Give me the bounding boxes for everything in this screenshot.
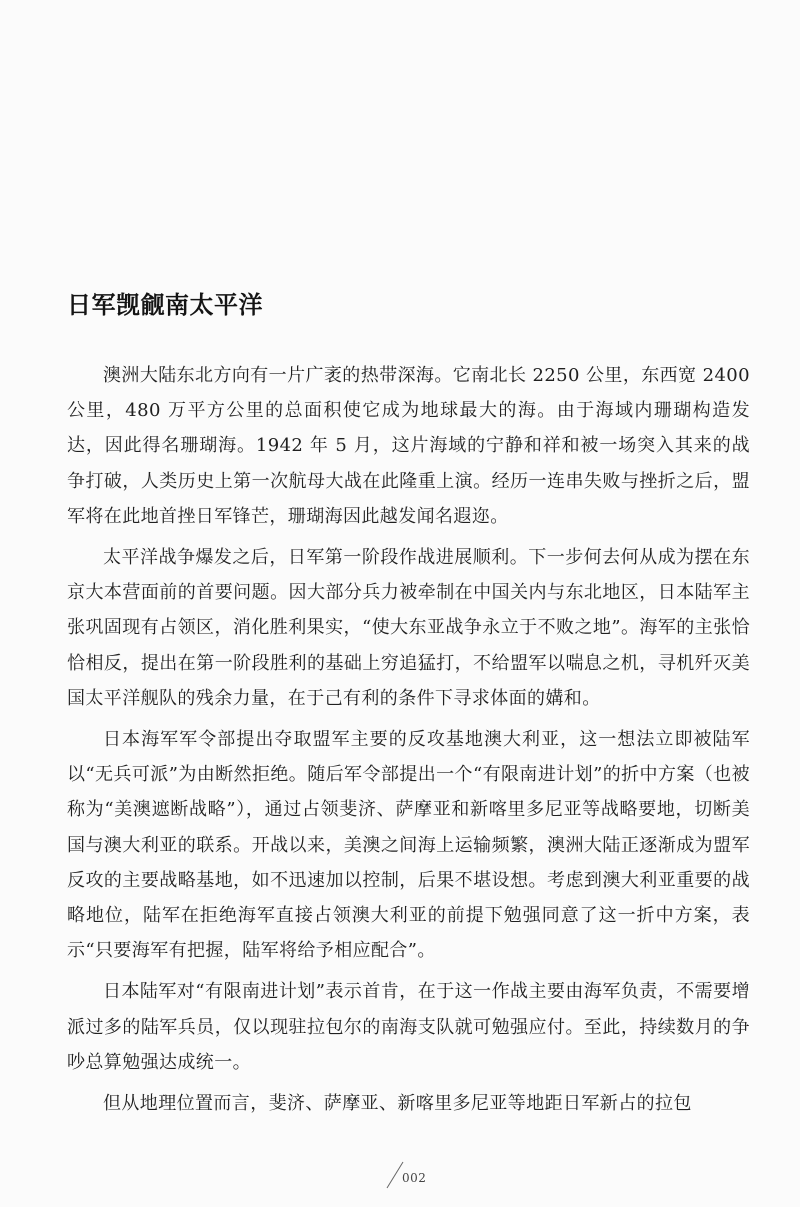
paragraph: 太平洋战争爆发之后，日军第一阶段作战进展顺利。下一步何去何从成为摆在东京大本营面前的首要问题。因大部分兵力被牵制在中国关内与东北地区，日本陆军主张巩固现有占领区，消化胜利果实，“使大东亚战争永立于不败之地”。海军的主张恰恰相反，提出在第一阶段胜利的基础上穷追猛打，不给盟军以喘息之机，寻机歼灭美国太平洋舰队的残余力量，在于己有利的条件下寻求体面的媾和。 (67, 547, 750, 709)
chapter-title: 日军觊觎南太平洋 (67, 291, 263, 319)
page-number: 002 (402, 1171, 427, 1185)
paragraph: 日本海军军令部提出夺取盟军主要的反攻基地澳大利亚，这一想法立即被陆军以“无兵可派”为由断然拒绝。随后军令部提出一个“有限南进计划”的折中方案（也被称为“美澳遮断战略”），通过占领斐济、萨摩亚和新喀里多尼亚等战略要地，切断美国与澳大利亚的联系。开战以来，美澳之间海上运输频繁，澳洲大陆正逐渐成为盟军反攻的主要战略基地，如不迅速加以控制，后果不堪设想。考虑到澳大利亚重要的战略地位，陆军在拒绝海军直接占领澳大利亚的前提下勉强同意了这一折中方案，表示“只要海军有把握，陆军将给予相应配合”。 (67, 729, 750, 962)
page-footer (385, 1160, 445, 1190)
paragraph: 但从地理位置而言，斐济、萨摩亚、新喀里多尼亚等地距日军新占的拉包 (103, 1093, 692, 1115)
paragraph: 日本陆军对“有限南进计划”表示首肯，在于这一作战主要由海军负责，不需要增派过多的陆军兵员，仅以现驻拉包尔的南海支队就可勉强应付。至此，持续数月的争吵总算勉强达成统一。 (67, 981, 750, 1073)
body-text (67, 358, 750, 1127)
paragraph: 澳洲大陆东北方向有一片广袤的热带深海。它南北长 2250 公里，东西宽 2400 公里，480 万平方公里的总面积使它成为地球最大的海。由于海域内珊瑚构造发达，因此得名珊瑚海。1942 年 5 月，这片海域的宁静和祥和被一场突入其来的战争打破，人类历史上第一次航母大战在此隆重上演。经历一连串失败与挫折之后，盟军将在此地首挫日军锋芒，珊瑚海因此越发闻名遐迩。 (67, 365, 750, 527)
